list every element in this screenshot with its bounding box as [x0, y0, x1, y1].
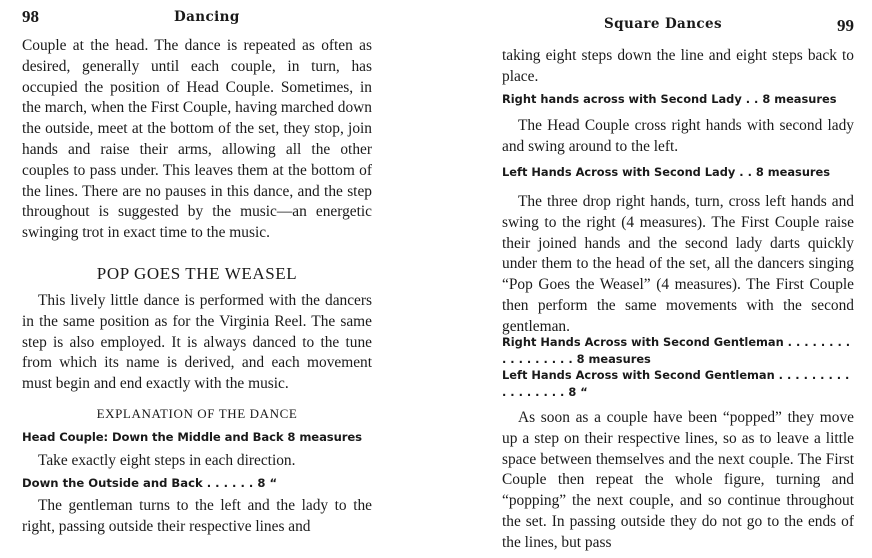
left-paragraph-2: This lively little dance is performed with the dancers in the same position as for the Virginia Reel. The same step is also employed. It is always danced to the tune from which its name is derived, and each movement must begin and end exactly with the music. — [22, 292, 372, 393]
left-paragraph-1: Couple at the head. The dance is repeated as often as desired, generally until each couple, in turn, has occupied the position of Head Couple. Sometimes, in the march, when the First Couple, having marched down the outside, meet at the bottom of the set, they stop, join hands and raise their arms, allowing all the other couples to pass under. This leaves them at the bottom of the lines. There are no pauses in this dance, and the step throughout is suggested by the music—an energetic swinging trot in exact time to the music. — [22, 37, 372, 242]
movement-left-hands-lady: Left Hands Across with Second Lady . . 8 measures — [502, 165, 831, 179]
left-paragraph-3: Take exactly eight steps in each direction. — [38, 452, 296, 469]
right-paragraph-3: The three drop right hands, turn, cross left hands and swing to the right (4 measures). The First Couple raise their joined hands and the second lady darts quickly under them to the head of the set, all the dancers singing “Pop Goes the Weasel” (4 measures). The First Couple then perform the same movements with the second gentleman. — [502, 193, 854, 335]
right-page-header — [502, 7, 854, 35]
right-paragraph-1: taking eight steps down the line and eight steps back to place. — [502, 47, 854, 85]
left-page-number: 98 — [22, 7, 39, 26]
movement-down-outside: Down the Outside and Back . . . . . . 8 “ — [22, 476, 278, 490]
movement-right-hands-gentleman: Right Hands Across with Second Gentleman . . . . . . . . . . . . . . . . . 8 measures — [502, 335, 851, 366]
right-page — [502, 0, 854, 558]
left-page — [22, 0, 372, 558]
left-running-head: Dancing — [174, 9, 240, 25]
movement-right-hands-lady: Right hands across with Second Lady . . 8 measures — [502, 92, 837, 106]
dance-title: POP GOES THE WEASEL — [96, 264, 298, 283]
right-paragraph-2: The Head Couple cross right hands with second lady and swing around to the left. — [502, 117, 854, 155]
movement-head-couple: Head Couple: Down the Middle and Back 8 measures — [22, 430, 362, 444]
left-page-header — [22, 7, 372, 29]
right-paragraph-4: As soon as a couple have been “popped” they move up a step on their respective lines, so as to leave a little space between themselves and the next couple. The First Couple then repeat the whole figure, turning and “popping” the next couple, and so continue throughout the set. In passing outside they do not go to the ends of the lines, but pass — [502, 409, 854, 551]
left-paragraph-4: The gentleman turns to the left and the lady to the right, passing outside their respective lines and — [22, 497, 372, 535]
movement-left-hands-gentleman: Left Hands Across with Second Gentleman . . . . . . . . . . . . . . . . . 8 “ — [502, 368, 850, 399]
right-running-head: Square Dances — [604, 16, 723, 32]
section-subtitle: EXPLANATION OF THE DANCE — [96, 406, 298, 421]
right-page-number: 99 — [837, 16, 854, 35]
